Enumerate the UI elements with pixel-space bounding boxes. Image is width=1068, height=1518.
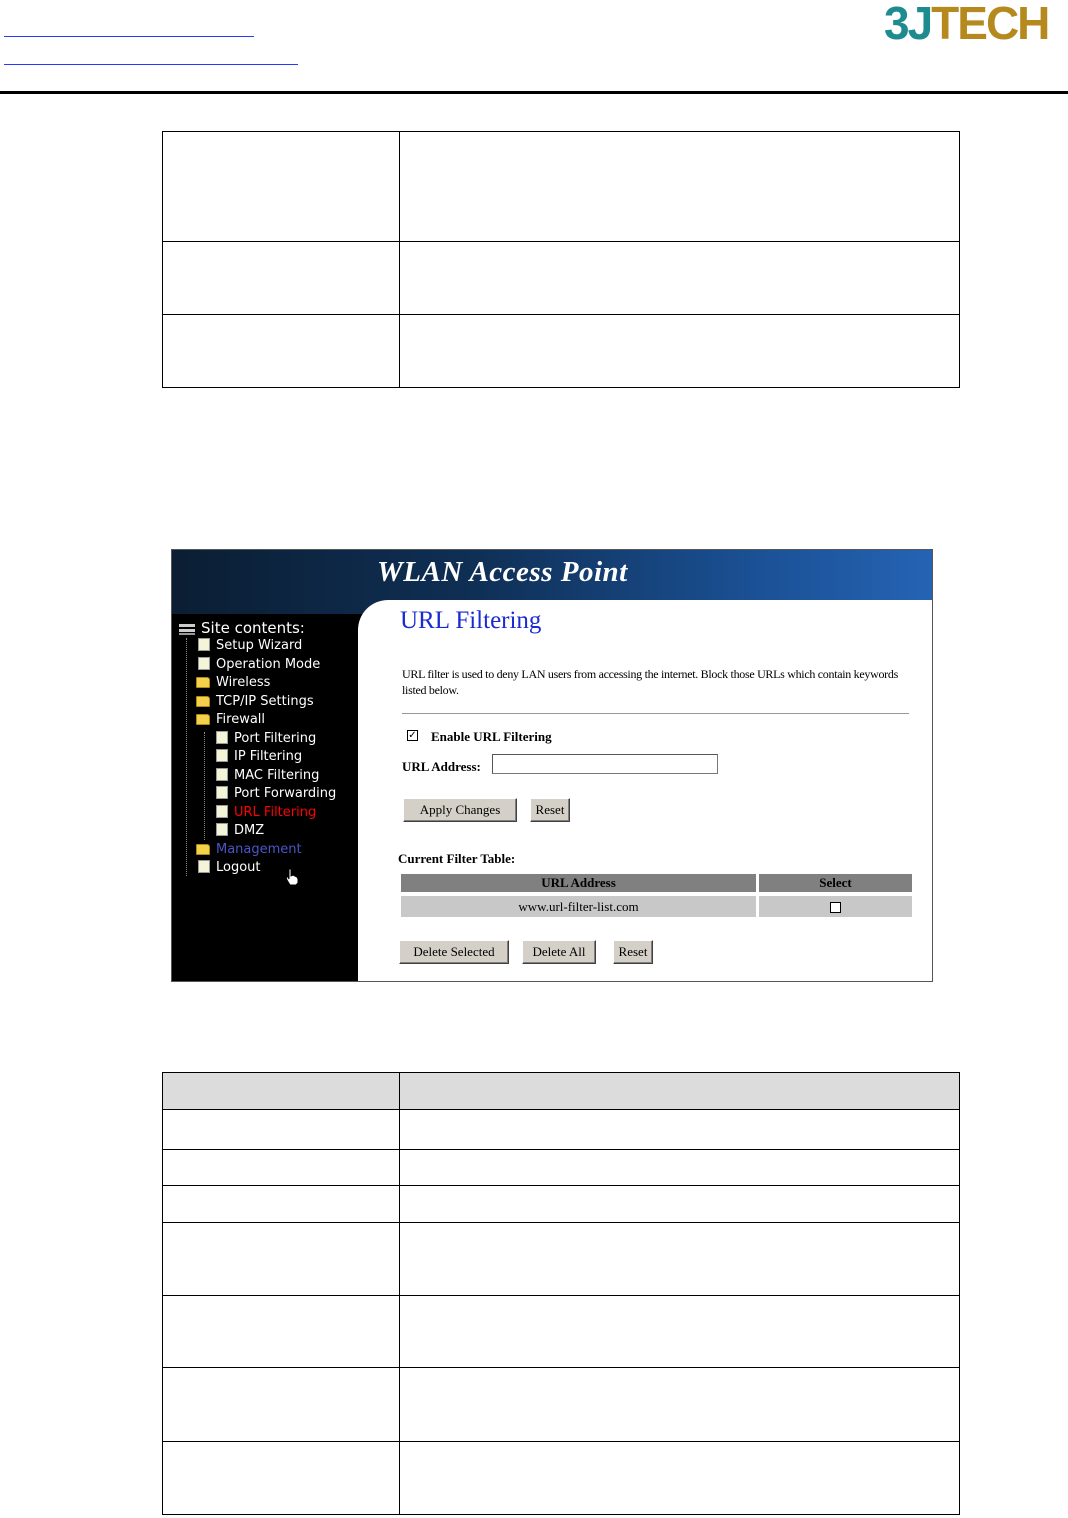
table-cell [163,1223,400,1296]
folder-icon [196,696,210,707]
document-icon [216,823,228,836]
document-icon [216,786,228,799]
sidebar-item-tcpip-settings[interactable]: TCP/IP Settings [196,693,314,711]
table-cell [163,242,400,315]
sidebar-item-wireless[interactable]: Wireless [196,674,270,692]
table-cell [400,315,960,388]
sidebar [172,614,358,982]
bottom-table [162,1072,960,1515]
table-cell [400,1223,960,1296]
folder-open-icon [196,714,210,725]
content-panel [358,600,933,982]
header-link-line-2[interactable] [4,64,298,65]
table-cell [400,132,960,242]
table-header-select: Select [759,874,912,892]
header-link-line-1[interactable] [4,36,254,37]
page-title: URL Filtering [400,607,542,634]
sidebar-item-ip-filtering[interactable]: IP Filtering [216,748,302,766]
divider [402,713,909,714]
folder-icon [196,844,210,855]
folder-icon [196,677,210,688]
table-cell [400,1186,960,1223]
sidebar-item-port-filtering[interactable]: Port Filtering [216,730,316,748]
sidebar-item-management[interactable]: Management [196,841,302,859]
sidebar-item-operation-mode[interactable]: Operation Mode [198,656,320,674]
table-cell [400,1368,960,1442]
table-cell [163,1110,400,1150]
row-select-checkbox[interactable] [830,902,841,913]
table-row-select [759,896,912,917]
top-table [162,131,960,388]
sidebar-item-url-filtering[interactable]: URL Filtering [216,804,316,822]
bottom-reset-button[interactable]: Reset [613,940,653,964]
document-icon [216,768,228,781]
sidebar-site-contents: Site contents: [179,619,305,637]
document-icon [198,657,210,670]
table-cell [400,1296,960,1368]
table-cell [163,1296,400,1368]
table-cell [400,1110,960,1150]
table-cell [400,1442,960,1515]
url-address-label: URL Address: [402,759,481,774]
table-cell [163,1186,400,1223]
url-address-input[interactable] [492,754,718,774]
document-icon [198,638,210,651]
table-row-url: www.url-filter-list.com [401,896,756,917]
document-icon [216,805,228,818]
sidebar-item-firewall[interactable]: Firewall [196,711,265,729]
table-cell [163,1368,400,1442]
table-cell [163,315,400,388]
sidebar-item-mac-filtering[interactable]: MAC Filtering [216,767,319,785]
table-header-cell [400,1073,960,1110]
document-icon [216,731,228,744]
apply-changes-button[interactable]: Apply Changes [403,798,517,822]
table-cell [163,1442,400,1515]
hand-cursor-icon [285,868,299,886]
table-header-url: URL Address [401,874,756,892]
page-description: URL filter is used to deny LAN users from accessing the internet. Block those URLs which contain keywords listed below. [402,667,898,697]
document-icon [216,749,228,762]
sidebar-item-dmz[interactable]: DMZ [216,822,264,840]
sidebar-item-port-forwarding[interactable]: Port Forwarding [216,785,336,803]
delete-all-button[interactable]: Delete All [522,940,596,964]
table-cell [163,132,400,242]
sidebar-item-setup-wizard[interactable]: Setup Wizard [198,637,302,655]
delete-selected-button[interactable]: Delete Selected [399,940,509,964]
enable-url-filtering-label: Enable URL Filtering [431,729,552,744]
filter-table-label: Current Filter Table: [398,851,516,866]
sidebar-item-logout[interactable]: Logout [198,859,261,877]
company-logo: 3JTECH [884,0,1049,49]
table-cell [163,1150,400,1186]
table-cell [400,242,960,315]
ui-screenshot [171,549,933,982]
reset-button[interactable]: Reset [530,798,570,822]
banner-title: WLAN Access Point [377,556,628,588]
header-rule [0,91,1068,94]
enable-url-filtering-checkbox[interactable]: ✓ [408,730,417,741]
site-contents-icon [179,624,195,635]
table-header-cell [163,1073,400,1110]
document-icon [198,860,210,873]
table-cell [400,1150,960,1186]
